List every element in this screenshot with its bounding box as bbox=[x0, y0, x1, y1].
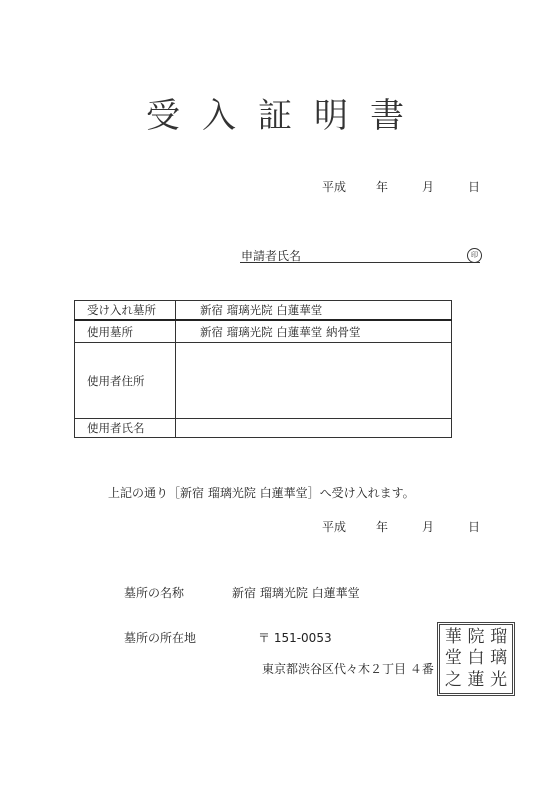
seal-glyph: 璃 bbox=[490, 648, 508, 669]
date-day: 日 bbox=[468, 180, 481, 194]
facility-location-label: 墓所の所在地 bbox=[124, 631, 197, 645]
date-era: 平成 bbox=[322, 180, 347, 194]
seal-glyph: 堂 bbox=[444, 648, 462, 669]
seal-column bbox=[445, 627, 462, 691]
user-address-field[interactable] bbox=[176, 343, 452, 419]
user-address-label: 使用者住所 bbox=[75, 343, 176, 419]
seal-glyph: 瑠 bbox=[490, 627, 508, 648]
seal-column bbox=[467, 627, 484, 691]
date-era: 平成 bbox=[322, 520, 347, 534]
seal-glyph: 光 bbox=[490, 669, 508, 690]
used-cemetery-label: 使用墓所 bbox=[75, 320, 176, 343]
facility-name-label: 墓所の名称 bbox=[124, 586, 185, 600]
receiving-cemetery-label: 受け入れ墓所 bbox=[75, 301, 176, 321]
acceptance-statement: 上記の通り［新宿 瑠璃光院 白蓮華堂］へ受け入れます。 bbox=[108, 486, 415, 500]
facility-address: 東京都渋谷区代々木２丁目 ４番 bbox=[262, 662, 434, 676]
receiving-cemetery-value: 新宿 瑠璃光院 白蓮華堂 bbox=[176, 301, 452, 321]
applicant-name-field[interactable] bbox=[240, 262, 480, 263]
document-title: 受入証明書 bbox=[146, 96, 426, 136]
seal-mark-icon: 印 bbox=[467, 248, 482, 263]
issue-date bbox=[322, 178, 480, 195]
date-month: 月 bbox=[422, 520, 435, 534]
date-day: 日 bbox=[468, 520, 481, 534]
date-year: 年 bbox=[376, 520, 389, 534]
seal-glyph: 院 bbox=[467, 627, 485, 648]
seal-glyph: 之 bbox=[444, 669, 462, 690]
table-row bbox=[75, 320, 452, 343]
seal-glyph: 白 bbox=[467, 648, 485, 669]
facility-name-value: 新宿 瑠璃光院 白蓮華堂 bbox=[232, 586, 360, 600]
seal-glyph: 華 bbox=[444, 627, 462, 648]
seal-column bbox=[490, 627, 507, 691]
table-row bbox=[75, 419, 452, 438]
date-year: 年 bbox=[376, 180, 389, 194]
user-name-label: 使用者氏名 bbox=[75, 419, 176, 438]
certificate-form-table bbox=[74, 300, 452, 438]
postal-code: 〒 151-0053 bbox=[258, 631, 332, 645]
table-row bbox=[75, 343, 452, 419]
table-row bbox=[75, 301, 452, 321]
date-month: 月 bbox=[422, 180, 435, 194]
temple-seal-stamp bbox=[437, 622, 515, 696]
seal-glyph: 蓮 bbox=[467, 669, 485, 690]
user-name-field[interactable] bbox=[176, 419, 452, 438]
used-cemetery-value: 新宿 瑠璃光院 白蓮華堂 納骨堂 bbox=[176, 320, 452, 343]
acceptance-date bbox=[322, 518, 480, 535]
applicant-name-label: 申請者氏名 bbox=[241, 249, 302, 263]
